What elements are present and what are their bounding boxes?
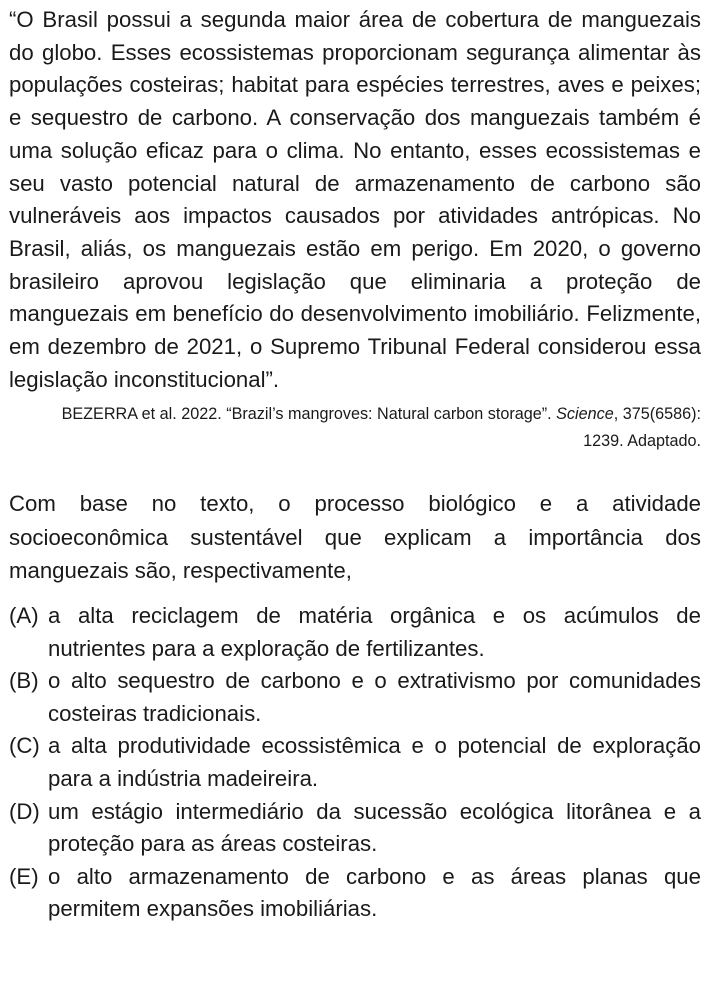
answer-options xyxy=(9,600,701,926)
option-text: a alta reciclagem de matéria orgânica e os acúmulos de nutrientes para a exploração de fertilizantes. xyxy=(48,602,701,661)
passage-citation xyxy=(9,401,701,455)
question-stem: Com base no texto, o processo biológico e a atividade socioeconômica sustentável que explicam a importância dos manguezais são, respectivamente, xyxy=(9,491,701,584)
option-letter: (B) xyxy=(9,668,39,694)
option-text: a alta produtividade ecossistêmica e o potencial de exploração para a indústria madeireira. xyxy=(48,733,701,791)
answer-option-b[interactable] xyxy=(9,665,701,730)
answer-option-c[interactable] xyxy=(9,730,701,795)
answer-option-e[interactable] xyxy=(9,861,701,926)
option-text: o alto armazenamento de carbono e as áreas planas que permitem expansões imobiliárias. xyxy=(48,863,701,922)
passage-quote: “O Brasil possui a segunda maior área de cobertura de manguezais do globo. Esses ecossistemas proporcionam segurança alimentar às populações costeiras; habitat para espécies terrestres, aves e peixes; e sequestro de carbono. A conservação dos manguezais também é uma solução eficaz para o clima. No entanto, esses ecossistemas e seu vasto potencial natural de armazenamento de carbono são vulneráveis aos impactos causados por atividades antrópicas. No Brasil, aliás, os manguezais estão em perigo. Em 2020, o governo brasileiro aprovou legislação que eliminaria a proteção de manguezais em benefício do desenvolvimento imobiliário. Felizmente, em dezembro de 2021, o Supremo Tribunal Federal considerou essa legislação inconstitucional”. xyxy=(9,7,701,392)
exam-question-page xyxy=(9,4,701,926)
citation-reference: BEZERRA et al. 2022. “Brazil’s mangroves: Natural carbon storage”. xyxy=(61,405,557,424)
option-text: um estágio intermediário da sucessão ecológica litorânea e a proteção para as áreas costeiras. xyxy=(48,798,701,857)
citation-journal: Science xyxy=(556,405,614,424)
option-letter: (A) xyxy=(9,602,39,628)
answer-option-a[interactable] xyxy=(9,600,701,665)
option-letter: (C) xyxy=(9,733,40,759)
answer-option-d[interactable] xyxy=(9,796,701,861)
option-text: o alto sequestro de carbono e o extrativismo por comunidades costeiras tradicionais. xyxy=(48,668,701,726)
option-letter: (D) xyxy=(9,798,40,824)
citation-details: , 375(6586): 1239. Adaptado. xyxy=(583,405,701,451)
option-letter: (E) xyxy=(9,863,39,889)
